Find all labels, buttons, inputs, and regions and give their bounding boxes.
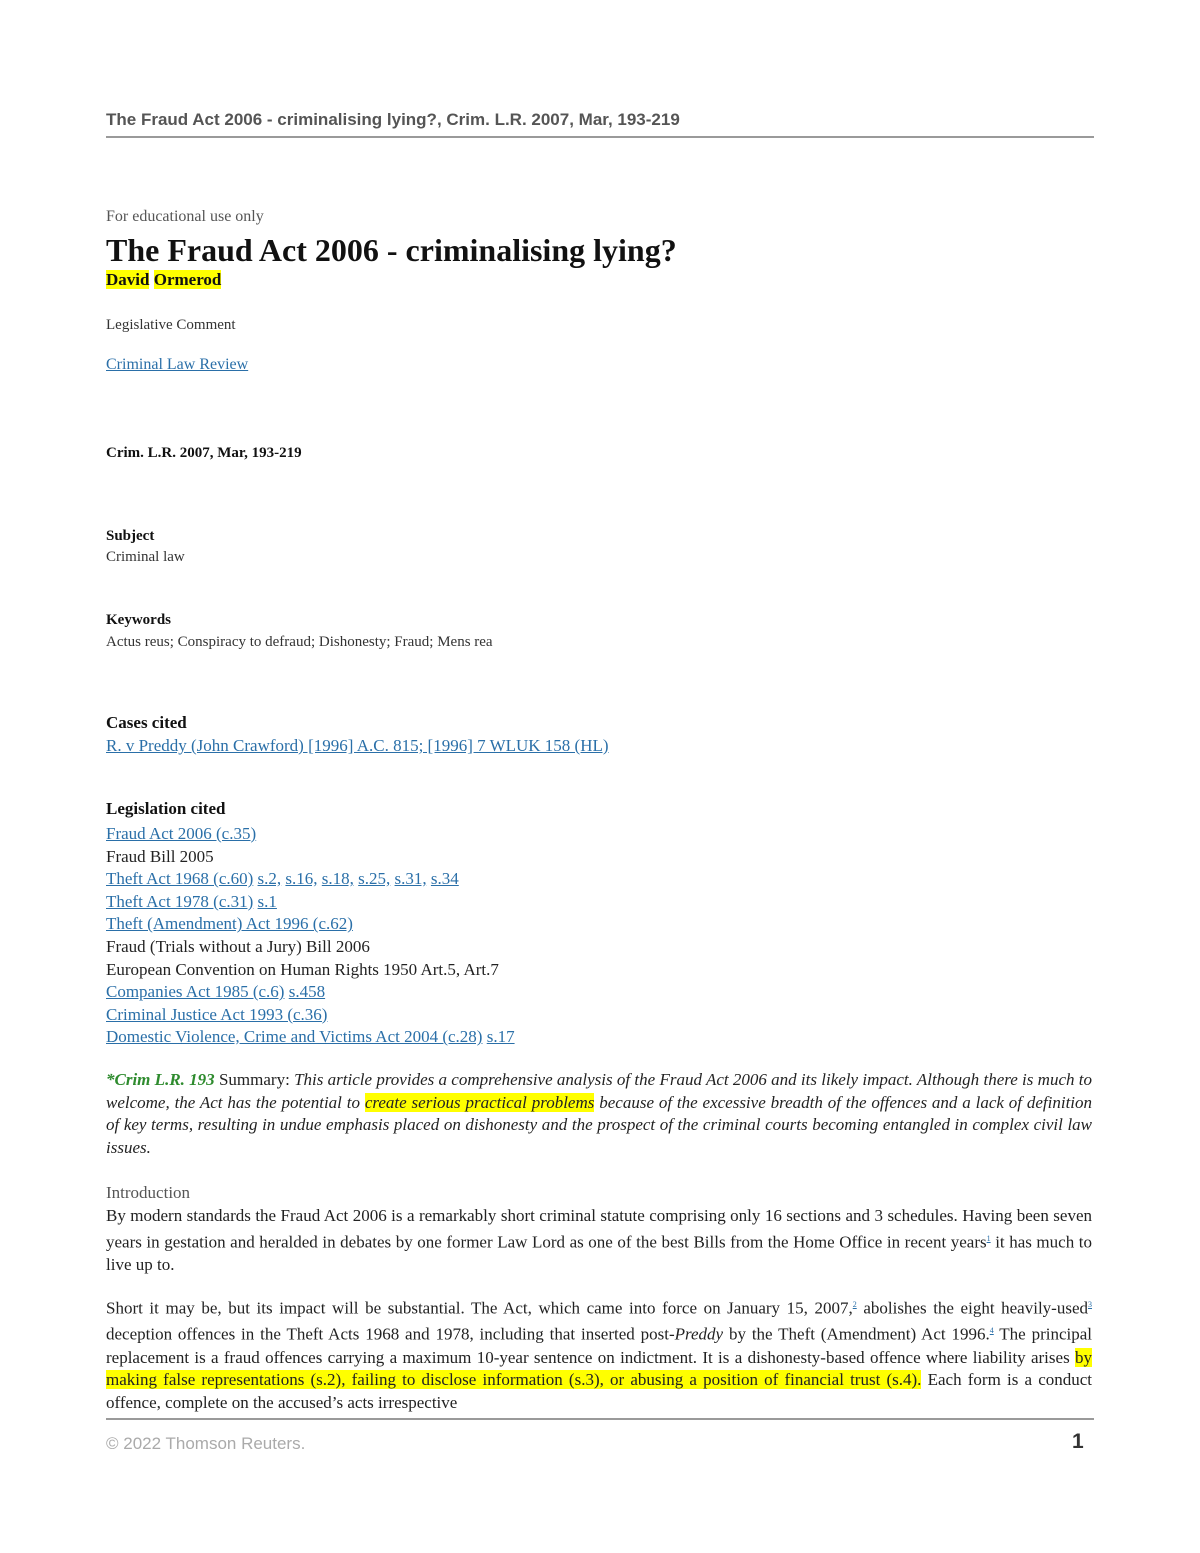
section-link[interactable]: s.1 bbox=[257, 891, 277, 911]
summary-text: because of the excessive breadth of the offences and a lack of definition of key terms, resulting in undue emphasis placed on dishonesty and the prospect of the criminal courts becoming entangled in complex civil law issues. bbox=[106, 1092, 1093, 1157]
section-link[interactable]: s.18, bbox=[321, 869, 354, 889]
header-divider bbox=[106, 136, 1094, 138]
list-item bbox=[106, 1004, 515, 1027]
running-header: The Fraud Act 2006 - criminalising lying?, Crim. L.R. 2007, Mar, 193-219 bbox=[106, 110, 680, 129]
paragraph-text: By modern standards the Fraud Act 2006 is a remarkably short criminal statute comprising only 16 sections and 3 schedules. Having been seven years in gestation and heralded in debates by one former Law Lord as one of the best Bills from the Home Office in recent years bbox=[106, 1206, 1092, 1252]
case-name: Preddy bbox=[674, 1324, 724, 1344]
section-link[interactable]: s.16, bbox=[285, 869, 318, 889]
keywords-heading: Keywords bbox=[106, 612, 171, 628]
intro-paragraph-2 bbox=[106, 1294, 1092, 1414]
paragraph-text: deception offences in the Theft Acts 1968 and 1978, including that inserted post- bbox=[106, 1324, 675, 1344]
trials-bill: Fraud (Trials without a Jury) Bill 2006 bbox=[106, 936, 370, 956]
legislation-list bbox=[106, 823, 515, 1049]
author-last-name: Ormerod bbox=[153, 270, 222, 289]
copyright: © 2022 Thomson Reuters. bbox=[106, 1434, 306, 1453]
theft-act-1978-link[interactable]: Theft Act 1978 (c.31) bbox=[106, 891, 254, 911]
echr: European Convention on Human Rights 1950 Art.5, Art.7 bbox=[106, 959, 499, 979]
theft-amendment-act-link[interactable]: Theft (Amendment) Act 1996 (c.62) bbox=[106, 914, 353, 934]
comment-type: Legislative Comment bbox=[106, 317, 236, 333]
page-reference: *Crim L.R. 193 bbox=[106, 1070, 215, 1089]
citation: Crim. L.R. 2007, Mar, 193-219 bbox=[106, 445, 302, 461]
list-item bbox=[106, 891, 515, 914]
list-item bbox=[106, 981, 515, 1004]
paragraph-highlight: by making false representations (s.2), failing to disclose information (s.3), or abusing a position of financial trust (s.4). bbox=[106, 1347, 1093, 1390]
dvcva-link[interactable]: Domestic Violence, Crime and Victims Act 2004 (c.28) bbox=[106, 1027, 483, 1047]
summary-paragraph bbox=[106, 1069, 1092, 1159]
fraud-act-link[interactable]: Fraud Act 2006 (c.35) bbox=[106, 824, 257, 843]
paragraph-text: The principal replacement is a fraud offences carrying a maximum 10-year sentence on indictment. It is a dishonesty-based offence where liability arises bbox=[106, 1324, 1092, 1367]
paragraph-text: Short it may be, but its impact will be substantial. The Act, which came into force on January 15, 2007, bbox=[106, 1298, 853, 1318]
keywords-value: Actus reus; Conspiracy to defraud; Dishonesty; Fraud; Mens rea bbox=[106, 634, 493, 650]
section-link[interactable]: s.2, bbox=[257, 869, 282, 889]
paragraph-text: Each form is a conduct offence, complete on the accused’s acts irrespective bbox=[106, 1370, 1093, 1412]
footnote-link[interactable]: 3 bbox=[1088, 1300, 1092, 1309]
section-link[interactable]: s.17 bbox=[486, 1027, 515, 1047]
summary-highlight: create serious practical problems bbox=[364, 1092, 595, 1112]
article-title: The Fraud Act 2006 - criminalising lying? bbox=[106, 232, 677, 268]
paragraph-text: it has much to live up to. bbox=[106, 1232, 1092, 1274]
fraud-bill: Fraud Bill 2005 bbox=[106, 846, 214, 866]
journal-link[interactable]: Criminal Law Review bbox=[106, 356, 249, 373]
summary-label: Summary: bbox=[218, 1070, 290, 1089]
summary-text: This article provides a comprehensive analysis of the Fraud Act 2006 and its likely impact. Although there is much to welcome, the Act has the potential to bbox=[106, 1070, 1092, 1112]
paragraph-text: abolishes the eight heavily-used bbox=[863, 1298, 1088, 1318]
cases-heading: Cases cited bbox=[106, 713, 187, 732]
author bbox=[106, 270, 221, 290]
footnote-link[interactable]: 2 bbox=[852, 1300, 857, 1309]
legislation-heading: Legislation cited bbox=[106, 799, 226, 818]
educational-note: For educational use only bbox=[106, 208, 264, 225]
footnote-link[interactable]: 1 bbox=[986, 1233, 991, 1243]
section-link[interactable]: s.34 bbox=[430, 869, 459, 889]
section-link[interactable]: s.31, bbox=[394, 869, 427, 889]
criminal-justice-act-link[interactable]: Criminal Justice Act 1993 (c.36) bbox=[106, 1004, 328, 1024]
introduction-heading: Introduction bbox=[106, 1183, 191, 1202]
footer-divider bbox=[106, 1418, 1094, 1420]
list-item bbox=[106, 868, 515, 891]
subject-heading: Subject bbox=[106, 528, 155, 544]
paragraph-text: by the Theft (Amendment) Act 1996. bbox=[728, 1324, 990, 1344]
theft-act-1968-link[interactable]: Theft Act 1968 (c.60) bbox=[106, 869, 254, 889]
list-item bbox=[106, 913, 515, 936]
author-first-name: David bbox=[106, 270, 150, 289]
companies-act-link[interactable]: Companies Act 1985 (c.6) bbox=[106, 982, 285, 1002]
section-link[interactable]: s.458 bbox=[288, 982, 326, 1002]
list-item bbox=[106, 823, 515, 846]
case-link[interactable]: R. v Preddy (John Crawford) [1996] A.C. 815; [1996] 7 WLUK 158 (HL) bbox=[106, 736, 609, 755]
section-link[interactable]: s.25, bbox=[358, 869, 391, 889]
subject-value: Criminal law bbox=[106, 549, 185, 565]
intro-paragraph-1 bbox=[106, 1205, 1092, 1276]
list-item bbox=[106, 1026, 515, 1049]
footnote-link[interactable]: 4 bbox=[989, 1326, 994, 1336]
page-number: 1 bbox=[1072, 1430, 1084, 1453]
